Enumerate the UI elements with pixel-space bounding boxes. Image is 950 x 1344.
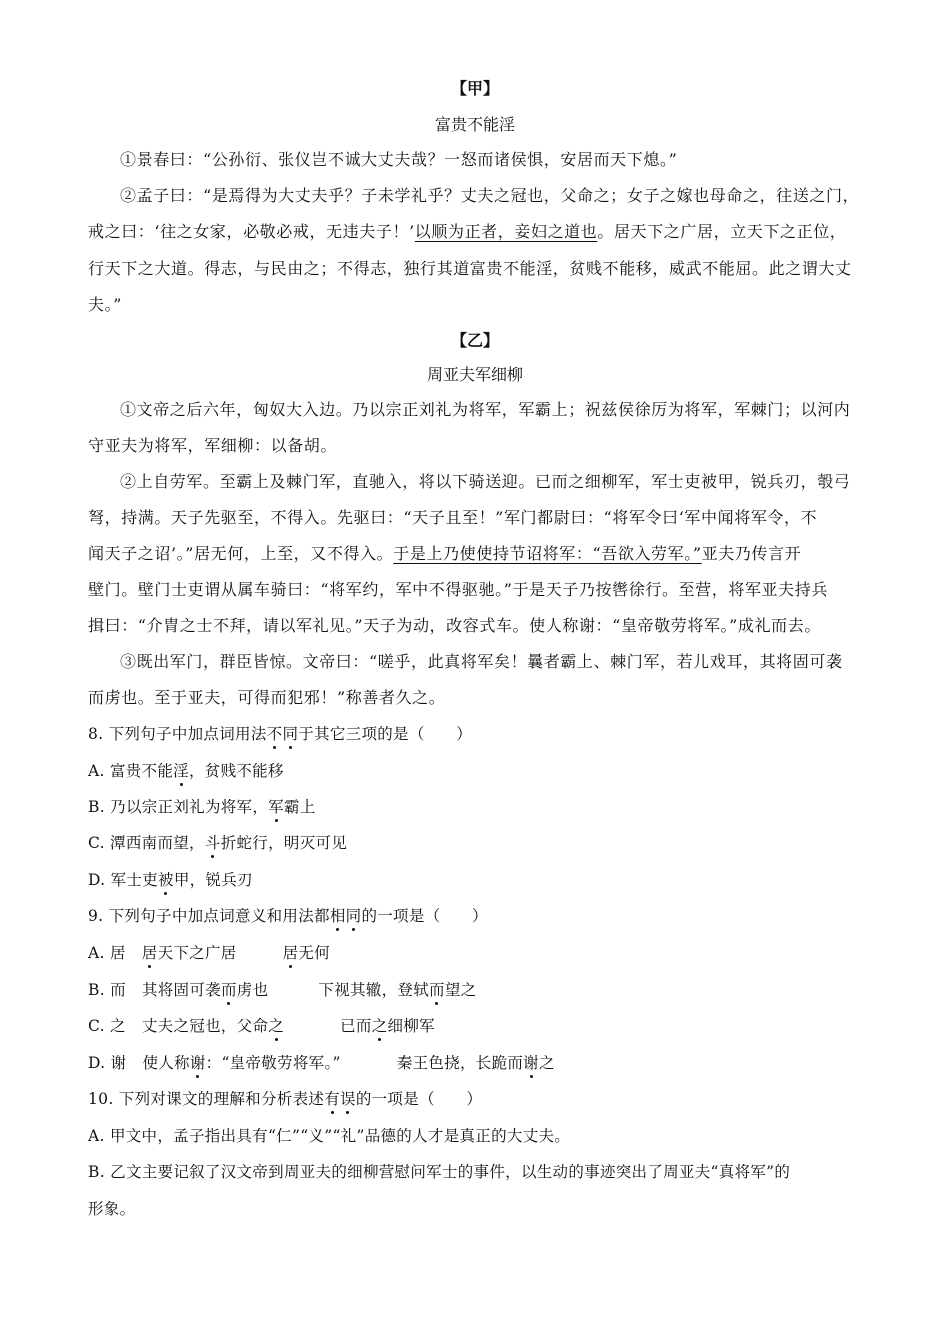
dotted-char: 之 [268, 1014, 284, 1036]
question-10-stem [88, 1087, 482, 1109]
text-run: B. 乃以宗正刘礼为将军， [88, 798, 269, 816]
dotted-char: 有 [324, 1087, 340, 1109]
text-run: C. 潭西南而望， [88, 834, 205, 852]
text-run: 其将固可袭 [141, 981, 221, 999]
text-run: 望之 [444, 981, 477, 999]
dotted-char: 谢 [523, 1051, 539, 1073]
question-8-stem [88, 722, 472, 744]
dotted-char: 居 [283, 941, 299, 963]
dotted-char: 不 [267, 722, 283, 744]
dotted-char: 同 [282, 722, 298, 744]
text-run: 9. 下列句子中加点词意义和用法都 [88, 907, 330, 925]
question-9-option-c [88, 1014, 435, 1036]
dotted-char: 谢 [190, 1051, 206, 1073]
passage-b-p3-line1: ③既出军门，群臣皆惊。文帝曰：“嗟乎，此真将军矣！曩者霸上、棘门军，若儿戏耳，其将固可袭 [120, 652, 843, 671]
passage-b-heading: 【乙】 [450, 331, 499, 350]
passage-b-p1-line2: 守亚夫为将军，军细柳：以备胡。 [88, 436, 338, 455]
text-run: D. 军士吏 [88, 871, 159, 889]
option-label: B. 而 [88, 981, 126, 999]
dotted-char: 相 [330, 904, 346, 926]
text-run: 于其它三项的是（ ） [298, 725, 473, 743]
question-10-option-b-line1: B. 乙文主要记叙了汉文帝到周亚夫的细柳营慰问军士的事件，以生动的事迹突出了周亚夫“真将军”的 [88, 1163, 791, 1181]
passage-a-heading: 【甲】 [450, 79, 499, 98]
dotted-char: 误 [340, 1087, 356, 1109]
passage-b-p2-line4: 壁门。壁门士吏谓从属车骑曰：“将军约，军中不得驱驰。”于是天子乃按辔徐行。至营，将军亚夫持兵 [88, 580, 828, 599]
question-10-option-a: A. 甲文中，孟子指出具有“仁”“义”“礼”品德的人才是真正的大丈夫。 [88, 1127, 571, 1145]
question-9-option-a [88, 941, 330, 963]
passage-a-p2-line4: 夫。” [88, 295, 122, 314]
text-run: A. 富贵不能 [88, 762, 174, 780]
passage-b-p2-line2: 弩，持满。天子先驱至，不得入。先驱曰：“天子且至！”军门都尉曰：“将军令曰‘军中闻将军令，不 [88, 508, 818, 527]
question-9-option-d [88, 1051, 555, 1073]
passage-a-p2-line3: 行天下之大道。得志，与民由之；不得志，独行其道富贵不能淫，贫贱不能移，威武不能屈。此之谓大丈 [88, 259, 852, 278]
passage-b-p2-line3 [88, 541, 801, 564]
text-run: 甲，锐兵刃 [173, 871, 253, 889]
dotted-char: 同 [346, 904, 362, 926]
text-run: 已而 [340, 1017, 372, 1035]
text-run: 丈夫之冠也，父命 [141, 1017, 269, 1035]
text-run: 戒之曰：‘往之女家，必敬必戒，无违夫子！’ [88, 222, 415, 241]
question-10-option-b-line2: 形象。 [88, 1200, 136, 1218]
text-run: ，贫贱不能移 [188, 762, 284, 780]
passage-b-p3-line2: 而虏也。至于亚夫，可得而犯邪！”称善者久之。 [88, 688, 446, 707]
text-run: 细柳军 [387, 1017, 435, 1035]
question-8-option-a [88, 759, 284, 781]
option-label: C. 之 [88, 1017, 126, 1035]
dotted-char: 军 [268, 795, 284, 817]
text-run: 。居天下之广居，立天下之正位， [597, 222, 847, 241]
text-run: 霸上 [283, 798, 316, 816]
passage-a-p1: ①景春曰：“公孙衍、张仪岂不诚大丈夫哉？一怒而诸侯惧，安居而天下熄。” [120, 150, 678, 169]
text-run: 天下之广居 [157, 944, 237, 962]
dotted-char: 而 [221, 978, 237, 1000]
question-8-option-c [88, 831, 347, 853]
text-run: 亚夫乃传言开 [701, 544, 802, 563]
question-8-option-d [88, 868, 253, 890]
text-run: 的一项是（ ） [355, 1090, 483, 1108]
dotted-char: 而 [429, 978, 445, 1000]
passage-b-p2-line5: 揖曰：“介胄之士不拜，请以军礼见。”天子为动，改容式车。使人称谢：“皇帝敬劳将军。”成礼而去。 [88, 616, 821, 635]
dotted-char: 被 [158, 868, 174, 890]
dotted-char: 淫 [173, 759, 189, 781]
text-run: 之 [538, 1054, 555, 1072]
text-run: 使人称 [142, 1054, 190, 1072]
text-run: ：“皇帝敬劳将军。” [205, 1054, 341, 1072]
dotted-char: 之 [372, 1014, 388, 1036]
passage-a-title: 富贵不能淫 [434, 115, 515, 134]
text-run: 折蛇行，明灭可见 [220, 834, 348, 852]
question-8-option-b [88, 795, 316, 817]
text-run: 闻天子之诏’。”居无何，上至，又不得入。 [88, 544, 394, 563]
text-run: 秦王色挠，长跪而 [396, 1054, 524, 1072]
underlined-sentence: 以顺为正者，妾妇之道也 [414, 222, 598, 241]
text-run: 虏也 [236, 981, 269, 999]
underlined-sentence: 于是上乃使使持节诏将军：“吾欲入劳军。” [393, 544, 702, 563]
text-run: 的一项是（ ） [361, 907, 488, 925]
option-label: D. 谢 [88, 1054, 127, 1072]
question-9-option-b [88, 978, 476, 1000]
passage-a-p2-line1: ②孟子曰：“是焉得为大丈夫乎？子未学礼乎？丈夫之冠也，父命之；女子之嫁也母命之，往送之门， [120, 186, 860, 205]
passage-b-p2-line1: ②上自劳军。至霸上及棘门军，直驰入，将以下骑送迎。已而之细柳军，军士吏被甲，锐兵刃，彀弓 [120, 472, 851, 491]
passage-a-p2-line2 [88, 219, 846, 242]
dotted-char: 居 [142, 941, 158, 963]
passage-b-p1-line1: ①文帝之后六年，匈奴大入边。乃以宗正刘礼为将军，军霸上；祝兹侯徐厉为将军，军棘门；以河内 [120, 400, 851, 419]
passage-b-title: 周亚夫军细柳 [426, 365, 523, 384]
option-label: A. 居 [88, 944, 126, 962]
dotted-char: 斗 [205, 831, 221, 853]
text-run: 下视其辙，登轼 [318, 981, 429, 999]
text-run: 8. 下列句子中加点词用法 [88, 725, 267, 743]
text-run: 无何 [298, 944, 330, 962]
text-run: 10. 下列对课文的理解和分析表述 [88, 1090, 325, 1108]
question-9-stem [88, 904, 488, 926]
